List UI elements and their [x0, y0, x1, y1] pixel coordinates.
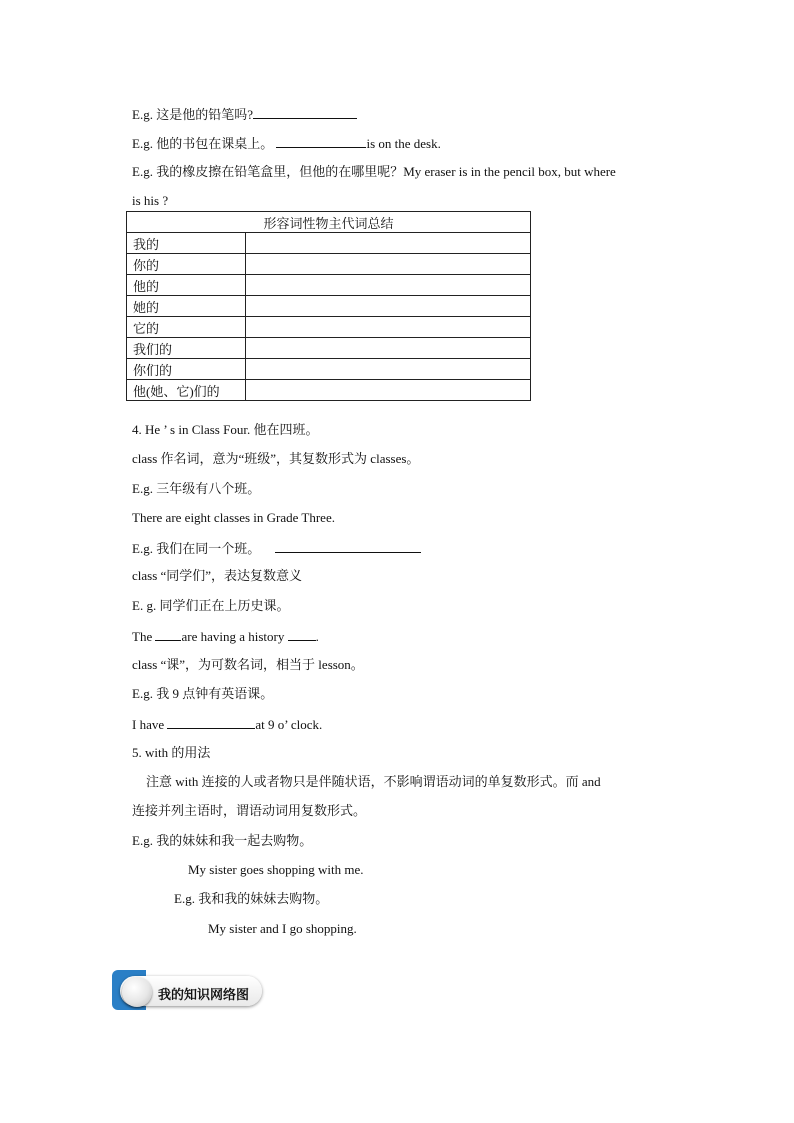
example-text: at 9 o’ clock.	[255, 717, 323, 732]
table-cell-label: 他的	[127, 275, 246, 296]
example-text: is on the desk.	[366, 136, 441, 151]
section-5-text: 连接并列主语时，谓语动词用复数形式。	[132, 803, 367, 818]
section-4-example	[132, 538, 421, 558]
example-pencil	[132, 104, 357, 124]
example-schoolbag	[132, 133, 441, 153]
section-4-title: 4. He ’ s in Class Four. 他在四班。	[132, 422, 319, 437]
section-5-title: 5. with 的用法	[132, 745, 211, 760]
example-text: E.g. 这是他的铅笔吗?	[132, 107, 253, 122]
example-text: E.g. 他的书包在课桌上。	[132, 136, 274, 151]
table-cell-answer	[246, 338, 531, 359]
table-row	[127, 380, 531, 401]
example-text: are having a history	[181, 629, 288, 644]
section-4-text: E.g. 我 9 点钟有英语课。	[132, 686, 274, 701]
section-4-text: There are eight classes in Grade Three.	[132, 510, 335, 525]
table-row	[127, 233, 531, 254]
table-cell-label: 你的	[127, 254, 246, 275]
badge-label: 我的知识网络图	[158, 988, 250, 1003]
knowledge-map-badge	[112, 970, 262, 1010]
table-cell-label: 她的	[127, 296, 246, 317]
table-cell-answer	[246, 317, 531, 338]
table-row	[127, 317, 531, 338]
example-text: .	[315, 629, 319, 644]
table-row	[127, 359, 531, 380]
section-5-text: E.g. 我和我的妹妹去购物。	[174, 891, 329, 906]
section-5-text: My sister goes shopping with me.	[188, 862, 364, 877]
table-cell-label: 我的	[127, 233, 246, 254]
section-4-text: class “同学们”，表达复数意义	[132, 568, 303, 583]
section-4-fill	[132, 626, 319, 646]
table-header-row	[127, 212, 531, 233]
section-4-text: class 作名词，意为“班级”，其复数形式为 classes。	[132, 451, 420, 466]
example-eraser-cont	[132, 192, 168, 210]
answer-blank	[275, 538, 421, 553]
answer-blank	[167, 714, 255, 729]
table-row	[127, 338, 531, 359]
table-title: 形容词性物主代词总结	[127, 212, 531, 233]
section-5-text: 注意 with 连接的人或者物只是伴随状语，不影响谓语动词的单复数形式。而 and	[146, 774, 601, 789]
table-cell-label: 我们的	[127, 338, 246, 359]
section-4-fill	[132, 714, 322, 734]
example-text: E.g. 我的橡皮擦在铅笔盒里，但他的在哪里呢？My eraser is in the pencil box, but where	[132, 164, 616, 179]
table-cell-label: 他(她、它)们的	[127, 380, 246, 401]
section-4-text: E.g. 三年级有八个班。	[132, 481, 261, 496]
example-eraser	[132, 163, 616, 181]
answer-blank	[276, 133, 366, 148]
section-4-text: E. g. 同学们正在上历史课。	[132, 598, 290, 613]
table-cell-answer	[246, 296, 531, 317]
table-cell-label: 你们的	[127, 359, 246, 380]
table-cell-answer	[246, 233, 531, 254]
section-4-text: class “课”，为可数名词，相当于 lesson。	[132, 657, 364, 672]
table-row	[127, 275, 531, 296]
table-cell-label: 它的	[127, 317, 246, 338]
table-cell-answer	[246, 380, 531, 401]
table-cell-answer	[246, 275, 531, 296]
answer-blank	[155, 626, 181, 641]
section-5-text: E.g. 我的妹妹和我一起去购物。	[132, 833, 313, 848]
table-cell-answer	[246, 254, 531, 275]
table-cell-answer	[246, 359, 531, 380]
section-5-text: My sister and I go shopping.	[208, 921, 357, 936]
possessive-pronoun-table	[126, 211, 531, 401]
example-text: I have	[132, 717, 168, 732]
example-text: E.g. 我们在同一个班。	[132, 541, 261, 556]
answer-blank	[288, 626, 316, 641]
table-row	[127, 254, 531, 275]
table-row	[127, 296, 531, 317]
example-text: The	[132, 629, 156, 644]
answer-blank	[253, 104, 357, 119]
example-text: is his ?	[132, 193, 169, 208]
badge-circle-icon	[122, 977, 152, 1007]
